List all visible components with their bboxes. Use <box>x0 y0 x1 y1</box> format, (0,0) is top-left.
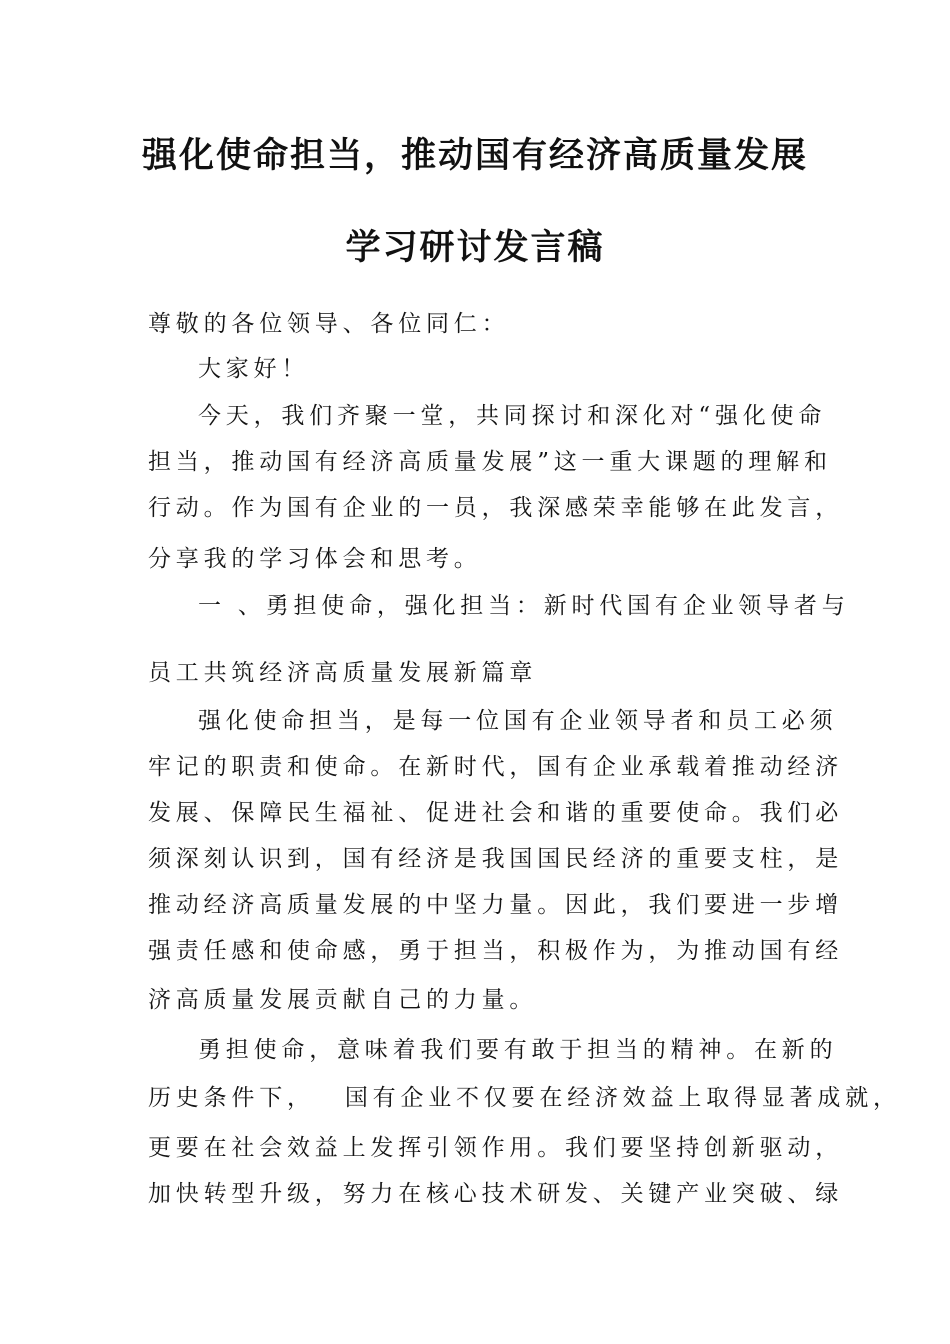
paragraph-3-line-2-part-2: 国有企业不仅要在经济效益上取得显著成就， <box>344 1085 901 1111</box>
title-line-2: 学习研讨发言稿 <box>345 228 605 268</box>
heading-1-line-2: 员工共筑经济高质量发展新篇章 <box>148 660 538 686</box>
heading-1-line-1: 一 、勇担使命，强化担当：新时代国有企业领导者与 <box>198 593 850 619</box>
paragraph-2-line-6: 强责任感和使命感，勇于担当，积极作为，为推动国有经 <box>148 938 843 964</box>
paragraph-1-line-4: 分享我的学习体会和思考。 <box>148 546 482 572</box>
paragraph-3-line-4: 加快转型升级，努力在核心技术研发、关键产业突破、绿 <box>148 1181 843 1207</box>
paragraph-3-line-1: 勇担使命，意味着我们要有敢于担当的精神。在新的 <box>198 1037 838 1063</box>
paragraph-3-line-3: 更要在社会效益上发挥引领作用。我们要坚持创新驱动， <box>148 1135 843 1161</box>
greeting: 大家好！ <box>198 356 310 382</box>
paragraph-3-line-2-part-1: 历史条件下， <box>148 1085 315 1111</box>
paragraph-1-line-3: 行动。作为国有企业的一员，我深感荣幸能够在此发言， <box>148 495 843 521</box>
salutation: 尊敬的各位领导、各位同仁： <box>148 311 510 337</box>
paragraph-2-line-4: 须深刻认识到，国有经济是我国国民经济的重要支柱，是 <box>148 846 843 872</box>
paragraph-3-line-2 <box>148 1082 901 1114</box>
paragraph-2-line-1: 强化使命担当，是每一位国有企业领导者和员工必须 <box>198 708 838 734</box>
paragraph-2-line-7: 济高质量发展贡献自己的力量。 <box>148 987 538 1013</box>
paragraph-1-line-2: 担当，推动国有经济高质量发展”这一重大课题的理解和 <box>148 449 832 475</box>
paragraph-2-line-3: 发展、保障民生福祉、促进社会和谐的重要使命。我们必 <box>148 800 843 826</box>
title-line-1: 强化使命担当，推动国有经济高质量发展 <box>141 136 808 176</box>
paragraph-2-line-2: 牢记的职责和使命。在新时代，国有企业承载着推动经济 <box>148 754 843 780</box>
paragraph-2-line-5: 推动经济高质量发展的中坚力量。因此，我们要进一步增 <box>148 892 843 918</box>
paragraph-1-line-1: 今天，我们齐聚一堂，共同探讨和深化对“强化使命 <box>198 403 827 429</box>
